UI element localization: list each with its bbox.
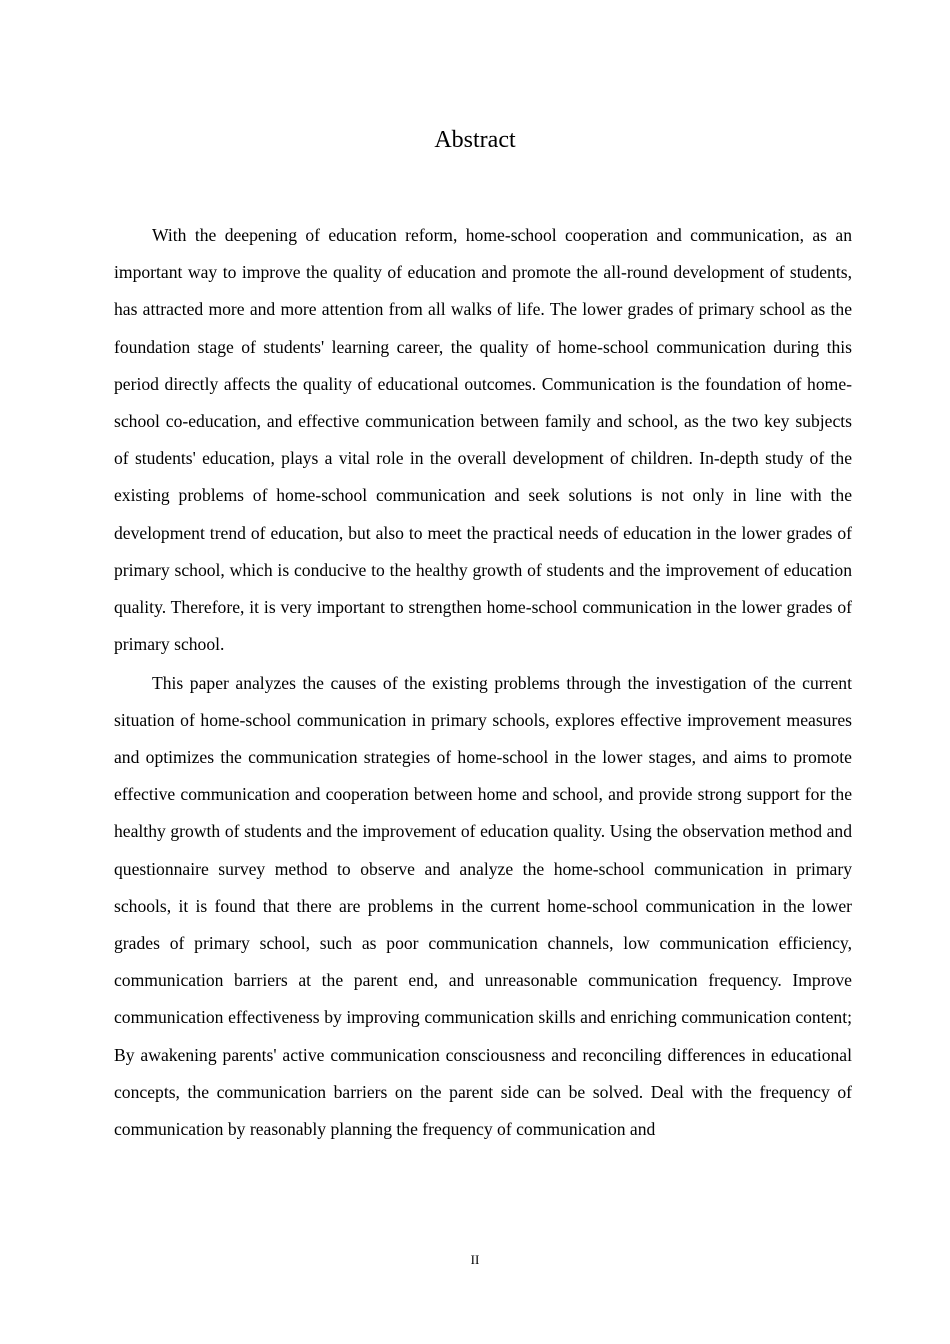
page-number: II xyxy=(470,1252,480,1267)
page-title: Abstract xyxy=(434,127,516,153)
abstract-body xyxy=(114,217,852,1148)
abstract-paragraph-1: With the deepening of education reform, home-school cooperation and communication, as an important way to improve the quality of education and promote the all-round development of students, has attracted more and more attention from all walks of life. The lower grades of primary school as the foundation stage of students' learning career, the quality of home-school communication during this period directly affects the quality of educational outcomes. Communication is the foundation of home-school co-education, and effective communication between family and school, as the two key subjects of students' education, plays a vital role in the overall development of children. In-depth study of the existing problems of home-school communication and seek solutions is not only in line with the development trend of education, but also to meet the practical needs of education in the lower grades of primary school, which is conducive to the healthy growth of students and the improvement of education quality. Therefore, it is very important to strengthen home-school communication in the lower grades of primary school. xyxy=(114,225,852,655)
abstract-paragraph-2: This paper analyzes the causes of the existing problems through the investigation of the current situation of home-school communication in primary schools, explores effective improvement measures and optimizes the communication strategies of home-school in the lower stages, and aims to promote effective communication and cooperation between home and school, and provide strong support for the healthy growth of students and the improvement of education quality. Using the observation method and questionnaire survey method to observe and analyze the home-school communication in primary schools, it is found that there are problems in the current home-school communication in the lower grades of primary school, such as poor communication channels, low communication efficiency, communication barriers at the parent end, and unreasonable communication frequency. Improve communication effectiveness by improving communication skills and enriching communication content; By awakening parents' active communication consciousness and reconciling differences in educational concepts, the communication barriers on the parent side can be solved. Deal with the frequency of communication by reasonably planning the frequency of communication and xyxy=(114,672,852,1140)
